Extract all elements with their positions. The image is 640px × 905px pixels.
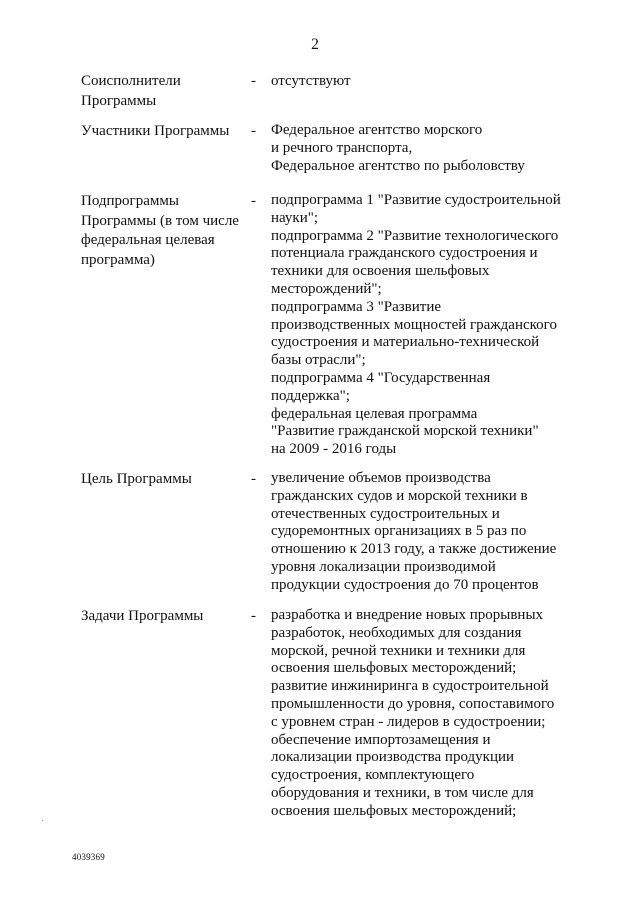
value-line: увеличение объемов производства [271,470,491,486]
row-dash: - [251,471,256,487]
row-dash: - [251,193,256,209]
value-line: на 2009 - 2016 годы [271,441,397,458]
value-line: подпрограмма 3 "Развитие [271,298,442,315]
value-line: промышленности до уровня, сопоставимого [271,695,555,712]
value-line: федеральная целевая программа [271,405,478,422]
row-dash: - [251,73,256,89]
value-line: науки"; [271,209,319,226]
row-value [271,607,571,821]
row-label [81,607,251,627]
row-value [271,72,571,92]
value-line: месторождений"; [271,280,382,297]
row-value [271,192,571,459]
value-line: обеспечение импортозамещения и [271,731,491,748]
value-line: с уровнем стран - лидеров в судостроении; [271,713,546,730]
row-label [81,72,251,111]
label-line: федеральная целевая [81,232,215,249]
label-line: Соисполнители [81,73,181,89]
value-line: гражданских судов и морской техники в [271,487,528,504]
value-line: развитие инжиниринга в судостроительной [271,678,549,695]
value-line: подпрограмма 1 "Развитие судостроительной [271,192,561,208]
row-dash: - [251,123,256,139]
value-line: поддержка"; [271,387,350,404]
value-line: морской, речной техники и техники для [271,642,526,659]
label-line: Задачи Программы [81,608,204,624]
value-line: базы отрасли"; [271,352,366,369]
row-value [271,470,571,595]
value-line: отношению к 2013 году, а также достижение [271,541,557,558]
row-dash: - [251,608,256,624]
value-line: отсутствуют [271,73,351,89]
value-line: освоения шельфовых месторождений; [271,802,517,819]
label-line: Подпрограммы [81,193,179,209]
value-line: техники для освоения шельфовых [271,263,490,280]
value-line: Федеральное агентство по рыболовству [271,157,525,174]
value-line: судостроения и материально-технической [271,334,540,351]
label-line: Программы (в том числе [81,212,239,229]
value-line: судостроения, комплектующего [271,767,475,784]
value-line: подпрограмма 2 "Развитие технологического [271,227,559,244]
value-line: уровня локализации производимой [271,558,496,575]
scan-speck [42,820,43,821]
label-line: Программы [81,92,157,109]
label-line: Участники Программы [81,123,230,139]
value-line: судоремонтных организациях в 5 раз по [271,523,527,540]
row-value [271,122,571,175]
label-line: программа) [81,251,155,268]
value-line: потенциала гражданского судостроения и [271,245,538,262]
value-line: отечественных судостроительных и [271,505,500,522]
value-line: разработка и внедрение новых прорывных [271,607,544,623]
row-label [81,122,251,142]
value-line: Федеральное агентство морского [271,122,483,138]
value-line: и речного транспорта, [271,139,413,156]
page-number: 2 [311,36,319,53]
value-line: локализации производства продукции [271,749,515,766]
value-line: оборудования и техники, в том числе для [271,784,534,801]
value-line: производственных мощностей гражданского [271,316,557,333]
value-line: "Развитие гражданской морской техники" [271,423,539,440]
value-line: продукции судостроения до 70 процентов [271,576,539,593]
value-line: разработок, необходимых для создания [271,624,522,641]
value-line: освоения шельфовых месторождений; [271,660,517,677]
label-line: Цель Программы [81,471,192,487]
document-code: 4039369 [72,852,105,862]
row-label [81,470,251,490]
value-line: подпрограмма 4 "Государственная [271,369,491,386]
row-label [81,192,251,270]
